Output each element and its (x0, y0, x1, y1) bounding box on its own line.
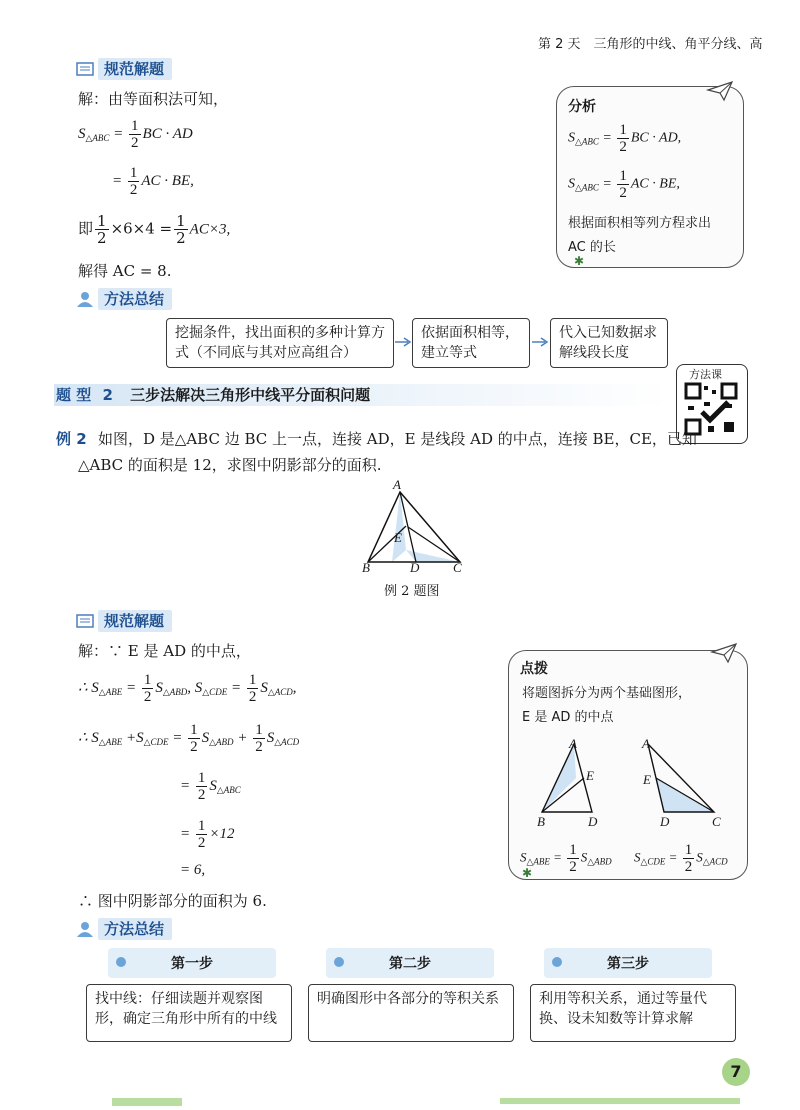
example-label: 例 2 (56, 430, 87, 448)
tip-eq-2: $S_{\triangle CDE}$ = $\frac{1}{2}$ $S_{\triangle ACD}$ (634, 842, 728, 875)
therefore-s: ∴ S (78, 679, 99, 696)
solution2-line-7: ∴ 图中阴影部分的面积为 6. (78, 892, 267, 910)
shade-abe (392, 492, 406, 562)
subscript: △ABD (162, 686, 188, 697)
analysis-l1-rhs: BC · AD, (630, 130, 682, 146)
solution-intro: 解：由等面积法可知， (78, 90, 229, 108)
example-text-2: △ABC 的面积是 12，求图中阴影部分的面积. (78, 456, 382, 474)
eq3-mid: ×6×4 = (110, 219, 173, 238)
solution2-line-3: ∴ $S_{\triangle ABE} +S_{\triangle CDE}$ = $\frac{1}{2}$ $S_{\triangle ABD}$ + $\frac{1}{2}$ $S_{\triangle ACD}$ (78, 722, 300, 755)
section-label-solution-2 (76, 610, 172, 631)
subscript: △CDE (143, 736, 169, 747)
tip-line-1: 将题图拆分为两个基础图形， (522, 686, 692, 701)
summary2-box-1: 找中线：仔细读题并观察图形，确定三角形中所有的中线 (86, 984, 292, 1042)
subscript: △ABC (575, 182, 599, 193)
figure-caption: 例 2 题图 (384, 584, 440, 599)
times-twelve: ×12 (209, 825, 235, 842)
qr-label: 方法课 (686, 366, 725, 382)
star-icon: ✱ (574, 254, 585, 268)
eq2-rhs: AC · BE, (141, 172, 194, 189)
eq1-rhs: BC · AD (142, 125, 193, 142)
fig-label-c: C (453, 560, 462, 575)
tip2-label-e: E (643, 772, 651, 787)
star-icon: ✱ (522, 866, 533, 880)
solution2-line-1: 解：∵ E 是 AD 的中点， (78, 642, 251, 660)
notebook-icon (76, 61, 94, 77)
tip1-label-e: E (586, 768, 594, 783)
subscript: △ABC (216, 784, 241, 795)
analysis-line-2: $S_{\triangle ABC}$ = $\frac{1}{2}$ AC · BE, (568, 168, 680, 201)
step-1-label: 第一步 (171, 956, 213, 972)
subscript: △ABC (575, 136, 599, 147)
frac-den: 2 (131, 135, 139, 151)
step-2-label: 第二步 (389, 956, 431, 972)
solution2-line-5: = $\frac{1}{2}$ ×12 (180, 818, 235, 851)
tip2-label-d: D (660, 814, 670, 829)
subscript: △ACD (267, 686, 293, 697)
page-number: 7 (722, 1058, 750, 1086)
solution2-line-6: = 6, (180, 862, 206, 878)
subscript: △ACD (702, 856, 728, 867)
step-3-label: 第三步 (607, 956, 649, 972)
subscript: △ACD (274, 736, 300, 747)
summary-label-text: 方法总结 (98, 288, 172, 310)
person-icon (76, 291, 94, 307)
section-label-summary-2 (76, 918, 172, 939)
example-text-1: 如图，D 是△ABC 边 BC 上一点，连接 AD，E 是线段 AD 的中点，连接 BE，CE，已知 (98, 430, 697, 448)
tip-figure-2 (640, 734, 730, 824)
tip-title: 点拨 (520, 661, 548, 677)
arrow-right-icon (531, 336, 549, 348)
type-label-a: 题 (56, 386, 72, 404)
tip1-label-a: A (569, 736, 577, 751)
summary1-box-1: 挖掘条件，找出面积的多种计算方式（不同底与其对应高组合） (166, 318, 394, 368)
equation-3: 即 $\frac{1}{2}$ ×6×4 = $\frac{1}{2}$ AC×3, (78, 212, 231, 247)
equation-2: = $\frac{1}{2}$ AC · BE, (112, 165, 194, 198)
subscript: △ABE (98, 736, 123, 747)
analysis-title: 分析 (568, 99, 596, 115)
subscript: △CDE (202, 686, 228, 697)
solution-result: 解得 AC = 8. (78, 262, 172, 280)
fig-label-d: D (410, 560, 420, 575)
fig-label-b: B (362, 560, 370, 575)
arrow-right-icon (394, 336, 412, 348)
footer-bar-left (112, 1098, 182, 1106)
eq3-prefix: 即 (78, 219, 94, 238)
type-heading (56, 384, 370, 405)
footer-bar-right (500, 1098, 740, 1104)
tip1-label-b: B (537, 814, 545, 829)
type-number: 2 (102, 386, 113, 404)
summary1-box-2: 依据面积相等，建立等式 (412, 318, 530, 368)
frac-num: 1 (131, 118, 139, 134)
subscript: △ABE (98, 686, 123, 697)
therefore-s: ∴ S (78, 729, 99, 746)
paper-plane-icon (706, 80, 734, 102)
tip1-label-d: D (588, 814, 598, 829)
section-label-solution (76, 58, 172, 79)
tip2-label-c: C (712, 814, 721, 829)
analysis-line-4: AC 的长 (568, 240, 616, 255)
section-label-text: 规范解题 (98, 58, 172, 80)
header-title: 第 2 天 三角形的中线、角平分线、高 (538, 37, 763, 52)
eq3-end: AC×3, (189, 221, 231, 238)
section-label-summary (76, 288, 172, 309)
type-label-b: 型 (76, 386, 92, 404)
equation-1: $S_{\triangle ABC}$ = $\frac{1}{2}$ BC · AD (78, 118, 193, 151)
solution2-line-2: ∴ $S_{\triangle ABE}$ = $\frac{1}{2}$ $S_{\triangle ABD}$, $S_{\triangle CDE}$ = $\frac{1}{2}$ $S_{\triangle ACD}$, (78, 672, 297, 705)
analysis-line-3: 根据面积相等列方程求出 (568, 216, 712, 231)
summary2-box-2: 明确图形中各部分的等积关系 (308, 984, 514, 1042)
subscript: △CDE (640, 856, 666, 867)
tip-line-2: E 是 AD 的中点 (522, 710, 614, 725)
summary1-box-3: 代入已知数据求解线段长度 (550, 318, 668, 368)
paper-plane-icon (710, 642, 738, 664)
subscript: △ABD (209, 736, 234, 747)
section-label-text: 规范解题 (98, 610, 172, 632)
subscript: △ABD (587, 856, 612, 867)
summary-label-text: 方法总结 (98, 918, 172, 940)
tip2-label-a: A (642, 736, 650, 751)
fig-label-a: A (393, 477, 401, 492)
person-icon (76, 921, 94, 937)
type-title: 三步法解决三角形中线平分面积问题 (130, 386, 371, 404)
analysis-line-1: $S_{\triangle ABC}$ = $\frac{1}{2}$ BC · AD, (568, 122, 682, 155)
solution2-line-4: = $\frac{1}{2}$ $S_{\triangle ABC}$ (180, 770, 241, 803)
tip-eq-1: $S_{\triangle ABE}$ = $\frac{1}{2}$ $S_{\triangle ABD}$ (520, 842, 612, 875)
subscript: △ABE (526, 856, 550, 867)
subscript: △ABC (85, 132, 110, 143)
fig-label-e: E (394, 530, 402, 545)
notebook-icon (76, 613, 94, 629)
analysis-l2-rhs: AC · BE, (630, 176, 680, 192)
summary2-box-3: 利用等积关系，通过等量代换、设未知数等计算求解 (530, 984, 736, 1042)
